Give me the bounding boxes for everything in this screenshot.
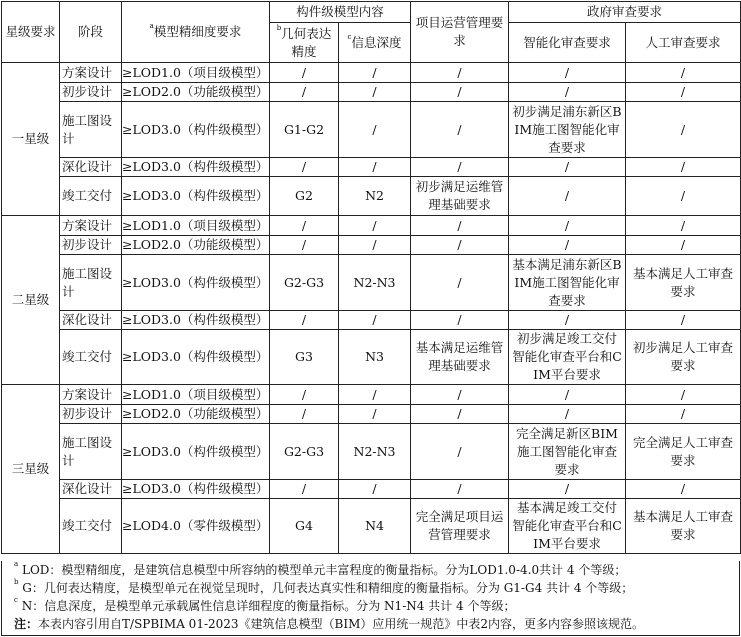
ops-requirement-cell: / bbox=[411, 236, 509, 255]
footnotes bbox=[1, 561, 740, 636]
bim-requirements-table bbox=[1, 1, 741, 554]
lod-cell: ≥LOD3.0（构件级模型） bbox=[122, 158, 270, 177]
stage-cell: 方案设计 bbox=[60, 63, 122, 83]
geo-precision-cell: G2-G3 bbox=[270, 255, 339, 311]
manual-review-cell: / bbox=[626, 216, 741, 236]
table-row bbox=[2, 236, 741, 255]
geo-precision-cell: / bbox=[270, 83, 339, 102]
info-depth-cell: / bbox=[339, 405, 411, 424]
smart-review-cell: / bbox=[509, 63, 626, 83]
table-row bbox=[2, 83, 741, 102]
stage-cell: 竣工交付 bbox=[60, 499, 122, 554]
smart-review-cell: / bbox=[509, 216, 626, 236]
info-depth-cell: / bbox=[339, 480, 411, 499]
smart-review-cell: 初步满足竣工交付智能化审查平台和CIM平台要求 bbox=[509, 330, 626, 385]
header-gov: 政府审查要求 bbox=[509, 2, 741, 23]
smart-review-cell: / bbox=[509, 236, 626, 255]
manual-review-cell: / bbox=[626, 102, 741, 158]
info-depth-cell: N2 bbox=[339, 177, 411, 216]
geo-precision-cell: G2-G3 bbox=[270, 424, 339, 480]
manual-review-cell: / bbox=[626, 236, 741, 255]
geo-precision-cell: / bbox=[270, 158, 339, 177]
manual-review-cell: 初步满足人工审查要求 bbox=[626, 330, 741, 385]
info-depth-cell: / bbox=[339, 311, 411, 330]
lod-cell: ≥LOD3.0（构件级模型） bbox=[122, 330, 270, 385]
table-row bbox=[2, 102, 741, 158]
stage-cell: 施工图设计 bbox=[60, 102, 122, 158]
info-depth-cell: / bbox=[339, 63, 411, 83]
lod-cell: ≥LOD3.0（构件级模型） bbox=[122, 102, 270, 158]
stage-cell: 施工图设计 bbox=[60, 255, 122, 311]
stage-cell: 深化设计 bbox=[60, 480, 122, 499]
manual-review-cell: / bbox=[626, 385, 741, 405]
geo-precision-cell: / bbox=[270, 63, 339, 83]
lod-cell: ≥LOD3.0（构件级模型） bbox=[122, 255, 270, 311]
table-row bbox=[2, 480, 741, 499]
ops-requirement-cell: / bbox=[411, 102, 509, 158]
header-geo: $^b$几何表达精度 bbox=[270, 23, 339, 63]
smart-review-cell: / bbox=[509, 405, 626, 424]
footnote-b: $^b$ G：几何表达精度，是模型单元在视觉呈现时，几何表达真实性和精细度的衡量指标。分为 G1-G4 共计 4 个等级； bbox=[14, 578, 634, 595]
star-level-cell: 一星级 bbox=[2, 63, 60, 216]
table-row bbox=[2, 158, 741, 177]
geo-precision-cell: / bbox=[270, 405, 339, 424]
manual-review-cell: / bbox=[626, 158, 741, 177]
ops-requirement-cell: 基本满足运维管理基础要求 bbox=[411, 330, 509, 385]
star-level-cell: 三星级 bbox=[2, 385, 60, 554]
geo-precision-cell: G1-G2 bbox=[270, 102, 339, 158]
smart-review-cell: / bbox=[509, 177, 626, 216]
table-row bbox=[2, 405, 741, 424]
smart-review-cell: 基本满足浦东新区BIM施工图智能化审查要求 bbox=[509, 255, 626, 311]
stage-cell: 方案设计 bbox=[60, 216, 122, 236]
geo-precision-cell: / bbox=[270, 236, 339, 255]
lod-cell: ≥LOD3.0（构件级模型） bbox=[122, 177, 270, 216]
stage-cell: 深化设计 bbox=[60, 158, 122, 177]
table-row bbox=[2, 255, 741, 311]
smart-review-cell: 完全满足新区BIM施工图智能化审查要求 bbox=[509, 424, 626, 480]
manual-review-cell: / bbox=[626, 83, 741, 102]
table-row bbox=[2, 499, 741, 554]
table-row bbox=[2, 330, 741, 385]
header-lod: $^a$模型精细度要求 bbox=[122, 2, 270, 63]
manual-review-cell: 基本满足人工审查要求 bbox=[626, 255, 741, 311]
stage-cell: 竣工交付 bbox=[60, 177, 122, 216]
ops-requirement-cell: / bbox=[411, 63, 509, 83]
lod-cell: ≥LOD2.0（功能级模型） bbox=[122, 405, 270, 424]
manual-review-cell: 完全满足人工审查要求 bbox=[626, 424, 741, 480]
info-depth-cell: / bbox=[339, 102, 411, 158]
lod-cell: ≥LOD2.0（功能级模型） bbox=[122, 83, 270, 102]
footnote-c: $^c$ N：信息深度，是模型单元承载属性信息详细程度的衡量指标。分为 N1-N4 共计 4 个等级； bbox=[14, 596, 516, 613]
manual-review-cell: / bbox=[626, 405, 741, 424]
smart-review-cell: / bbox=[509, 83, 626, 102]
geo-precision-cell: / bbox=[270, 480, 339, 499]
geo-precision-cell: G4 bbox=[270, 499, 339, 554]
info-depth-cell: N2-N3 bbox=[339, 255, 411, 311]
manual-review-cell: / bbox=[626, 480, 741, 499]
lod-cell: ≥LOD1.0（项目级模型） bbox=[122, 216, 270, 236]
table-row bbox=[2, 385, 741, 405]
smart-review-cell: 初步满足浦东新区BIM施工图智能化审查要求 bbox=[509, 102, 626, 158]
smart-review-cell: / bbox=[509, 158, 626, 177]
ops-requirement-cell: / bbox=[411, 216, 509, 236]
lod-cell: ≥LOD1.0（项目级模型） bbox=[122, 63, 270, 83]
header-gov-manual: 人工审查要求 bbox=[626, 23, 741, 63]
header-gov-smart: 智能化审查要求 bbox=[509, 23, 626, 63]
lod-cell: ≥LOD2.0（功能级模型） bbox=[122, 236, 270, 255]
footnote-a: $^a$ LOD：模型精细度，是建筑信息模型中所容纳的模型单元丰富程度的衡量指标。分为LOD1.0-4.0共计 4 个等级； bbox=[14, 560, 627, 577]
info-depth-cell: / bbox=[339, 216, 411, 236]
header-component-content: 构件级模型内容 bbox=[270, 2, 411, 23]
info-depth-cell: / bbox=[339, 385, 411, 405]
table-body bbox=[2, 63, 741, 554]
ops-requirement-cell: 初步满足运维管理基础要求 bbox=[411, 177, 509, 216]
info-depth-cell: / bbox=[339, 236, 411, 255]
stage-cell: 初步设计 bbox=[60, 236, 122, 255]
stage-cell: 初步设计 bbox=[60, 83, 122, 102]
header-ops: 项目运营管理要求 bbox=[411, 2, 509, 63]
header-stage: 阶段 bbox=[60, 2, 122, 63]
lod-cell: ≥LOD1.0（项目级模型） bbox=[122, 385, 270, 405]
geo-precision-cell: G2 bbox=[270, 177, 339, 216]
stage-cell: 施工图设计 bbox=[60, 424, 122, 480]
table-row bbox=[2, 63, 741, 83]
table-row bbox=[2, 311, 741, 330]
info-depth-cell: N2-N3 bbox=[339, 424, 411, 480]
geo-precision-cell: / bbox=[270, 216, 339, 236]
info-depth-cell: / bbox=[339, 83, 411, 102]
lod-cell: ≥LOD3.0（构件级模型） bbox=[122, 424, 270, 480]
info-depth-cell: / bbox=[339, 158, 411, 177]
manual-review-cell: 基本满足人工审查要求 bbox=[626, 499, 741, 554]
geo-precision-cell: G3 bbox=[270, 330, 339, 385]
lod-cell: ≥LOD4.0（零件级模型） bbox=[122, 499, 270, 554]
footnote-source: 注：本表内容引用自T/SPBIMA 01-2023《建筑信息模型（BIM）应用统一规范》中表2内容，更多内容参照该规范。 bbox=[14, 617, 645, 631]
ops-requirement-cell: / bbox=[411, 385, 509, 405]
lod-cell: ≥LOD3.0（构件级模型） bbox=[122, 311, 270, 330]
star-level-cell: 二星级 bbox=[2, 216, 60, 385]
ops-requirement-cell: / bbox=[411, 158, 509, 177]
smart-review-cell: 基本满足竣工交付智能化审查平台和CIM平台要求 bbox=[509, 499, 626, 554]
stage-cell: 初步设计 bbox=[60, 405, 122, 424]
header-star-level: 星级要求 bbox=[2, 2, 60, 63]
ops-requirement-cell: / bbox=[411, 424, 509, 480]
table-row bbox=[2, 177, 741, 216]
smart-review-cell: / bbox=[509, 385, 626, 405]
smart-review-cell: / bbox=[509, 480, 626, 499]
manual-review-cell: / bbox=[626, 311, 741, 330]
table-row bbox=[2, 424, 741, 480]
stage-cell: 深化设计 bbox=[60, 311, 122, 330]
stage-cell: 竣工交付 bbox=[60, 330, 122, 385]
ops-requirement-cell: / bbox=[411, 311, 509, 330]
geo-precision-cell: / bbox=[270, 311, 339, 330]
header-info: $^c$信息深度 bbox=[339, 23, 411, 63]
info-depth-cell: N4 bbox=[339, 499, 411, 554]
ops-requirement-cell: / bbox=[411, 405, 509, 424]
smart-review-cell: / bbox=[509, 311, 626, 330]
ops-requirement-cell: / bbox=[411, 480, 509, 499]
manual-review-cell: / bbox=[626, 177, 741, 216]
ops-requirement-cell: 完全满足项目运营管理要求 bbox=[411, 499, 509, 554]
lod-cell: ≥LOD3.0（构件级模型） bbox=[122, 480, 270, 499]
ops-requirement-cell: / bbox=[411, 83, 509, 102]
geo-precision-cell: / bbox=[270, 385, 339, 405]
stage-cell: 方案设计 bbox=[60, 385, 122, 405]
info-depth-cell: N3 bbox=[339, 330, 411, 385]
manual-review-cell: / bbox=[626, 63, 741, 83]
table-row bbox=[2, 216, 741, 236]
ops-requirement-cell: / bbox=[411, 255, 509, 311]
